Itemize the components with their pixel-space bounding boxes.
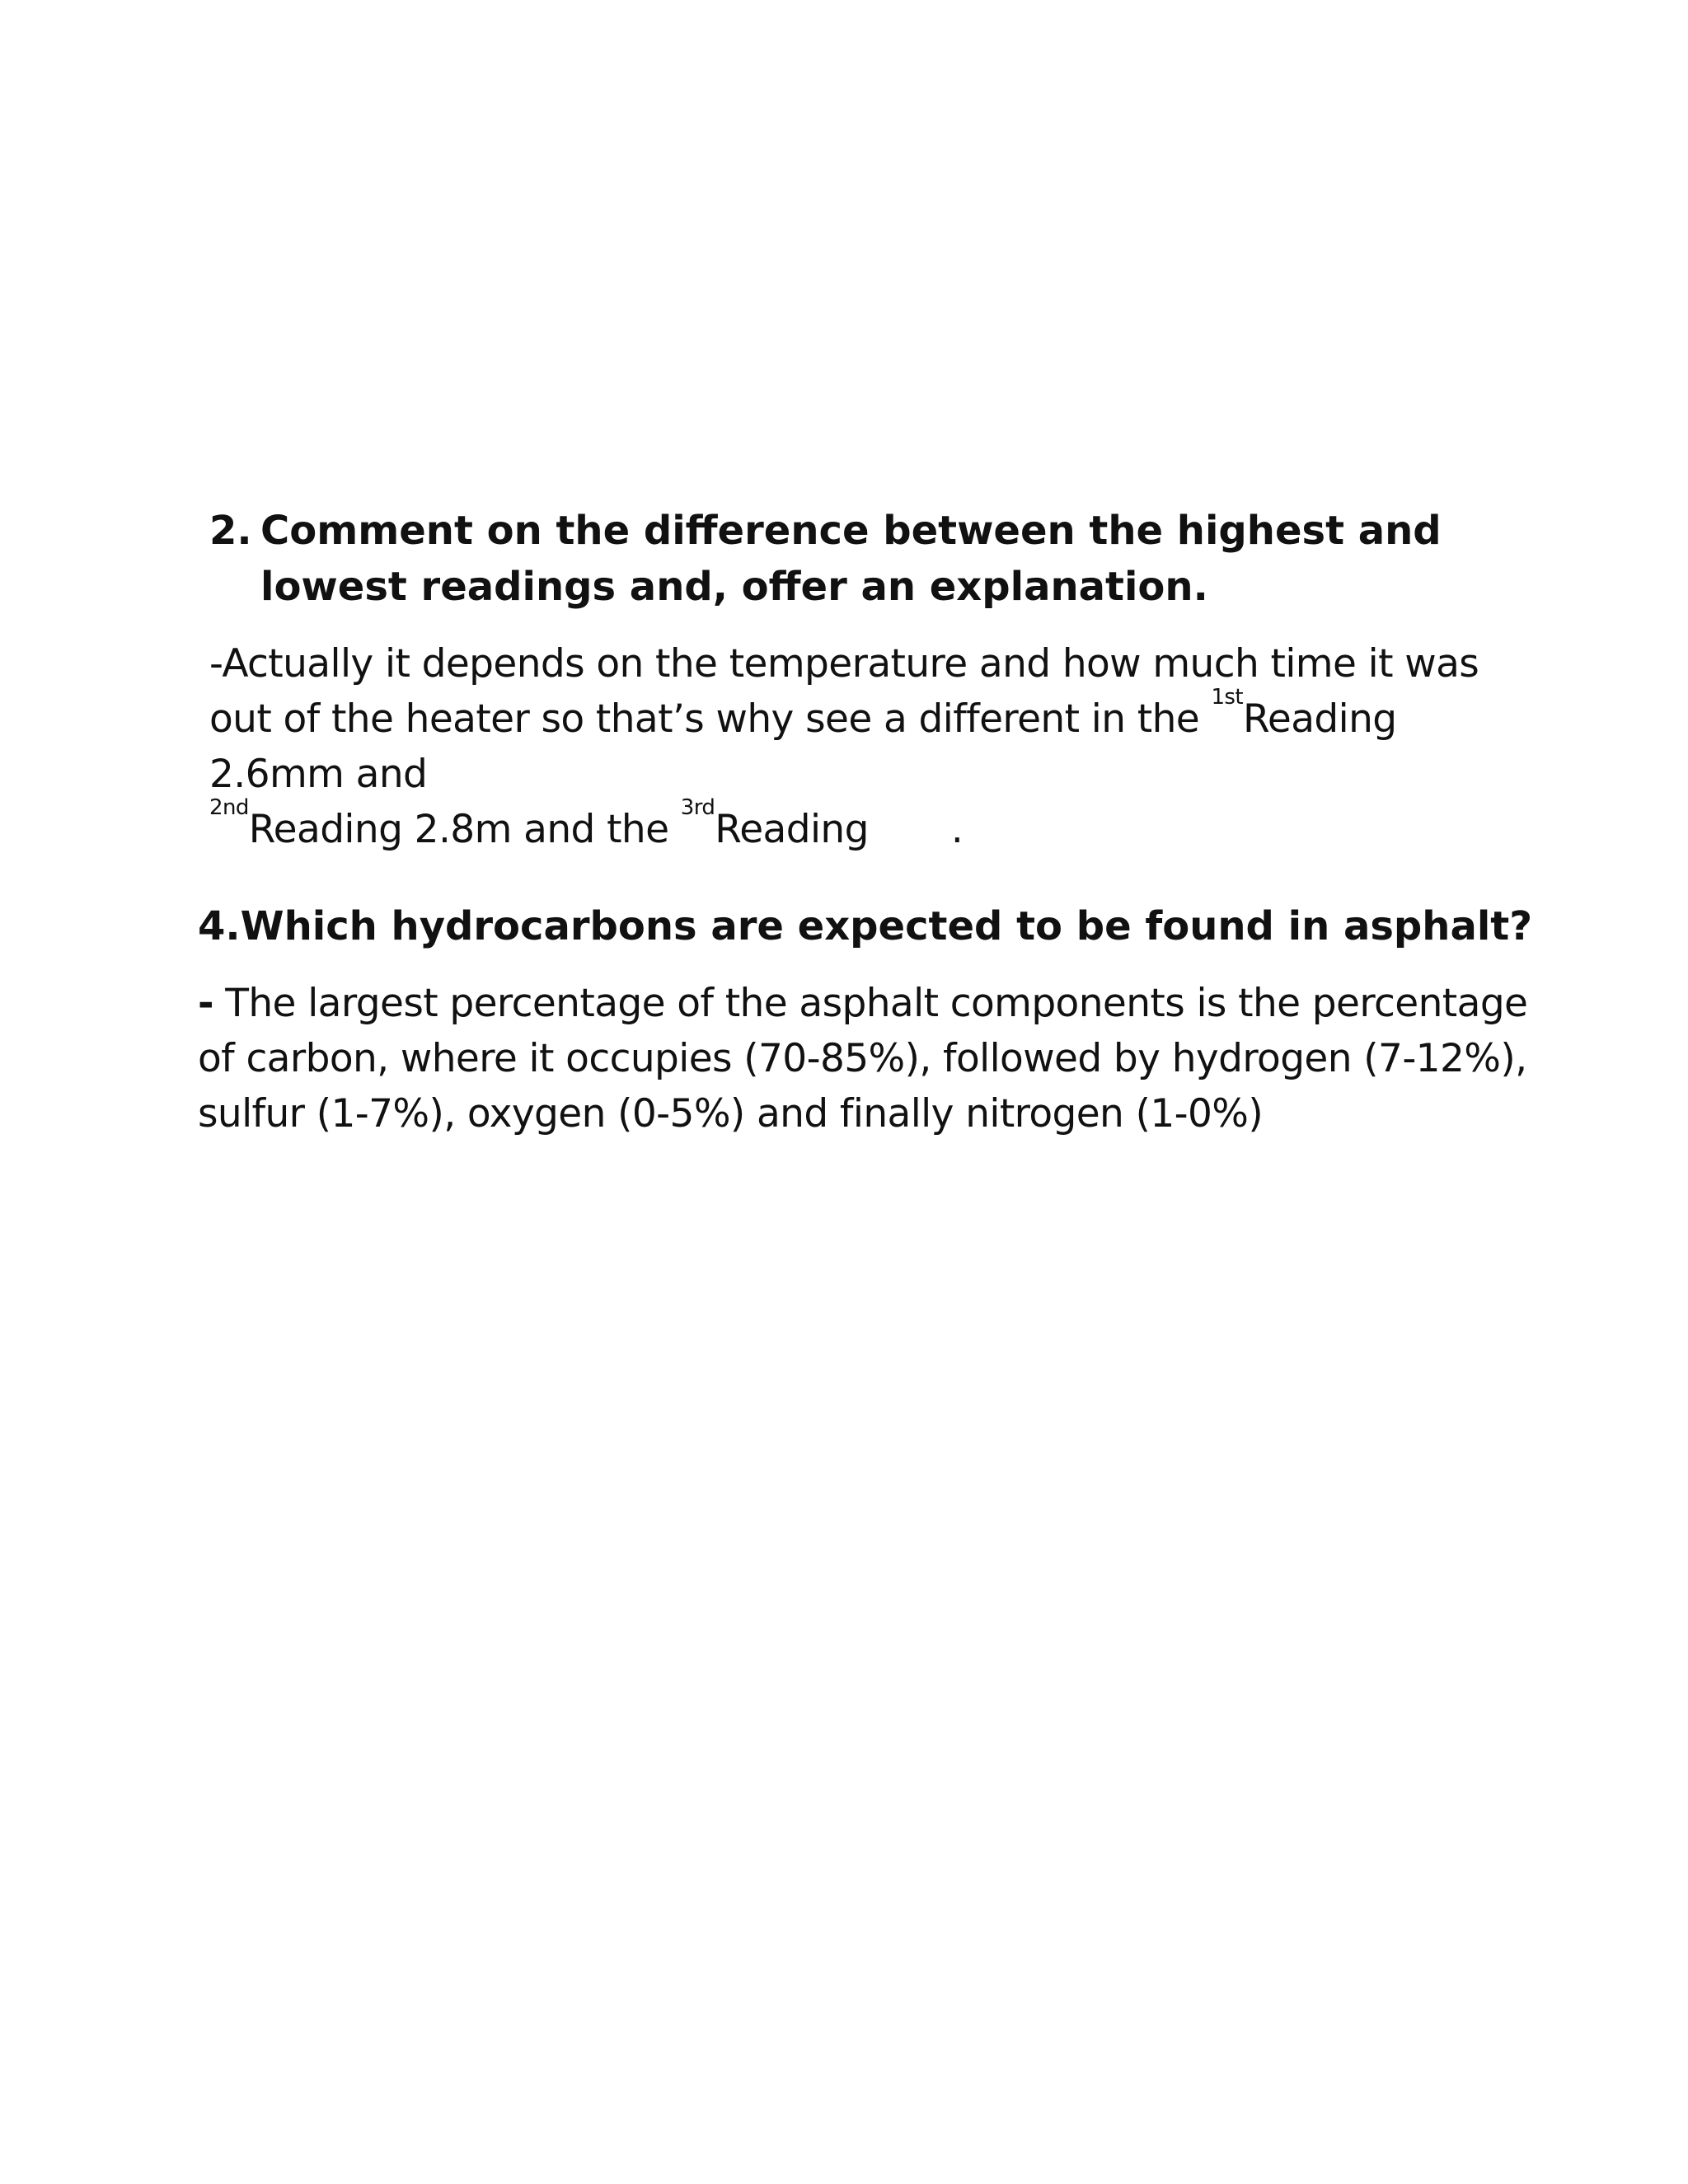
answer-4-dash: - bbox=[198, 981, 213, 1026]
answer-4-text: The largest percentage of the asphalt components is the percentage of carbon, where it occupies (70-85%), followed by hydrogen (7-12%), sulfur (1-7%), oxygen (0-5%) and finally nitrogen (1-0%) bbox=[198, 981, 1528, 1137]
question-2-heading-line2: lowest readings and, offer an explanation. bbox=[260, 564, 1208, 610]
question-2-answer bbox=[209, 636, 1528, 857]
question-4-heading: 4.Which hydrocarbons are expected to be found in asphalt? bbox=[198, 903, 1533, 949]
answer-2-text-part1: -Actually it depends on the temperature and how much time it was out of the heater so that’s why see a different in the bbox=[209, 641, 1479, 742]
answer-2-end-period: . bbox=[950, 807, 964, 852]
question-2-heading-line1: Comment on the difference between the highest and bbox=[260, 508, 1442, 554]
answer-2-text-part3: Reading 2.8m and the bbox=[248, 807, 681, 852]
question-2-number: 2. bbox=[209, 508, 252, 554]
answer-2-sup-1st: 1st bbox=[1211, 685, 1243, 710]
answer-2-text-part4: Reading bbox=[715, 807, 869, 852]
question-2-heading bbox=[209, 503, 1528, 615]
question-4-answer bbox=[198, 976, 1550, 1141]
answer-2-sup-3rd: 3rd bbox=[680, 795, 715, 820]
answer-2-sup-2nd: 2nd bbox=[209, 795, 249, 820]
answer-2-text-part2: Reading 2.6mm and bbox=[209, 696, 1397, 797]
